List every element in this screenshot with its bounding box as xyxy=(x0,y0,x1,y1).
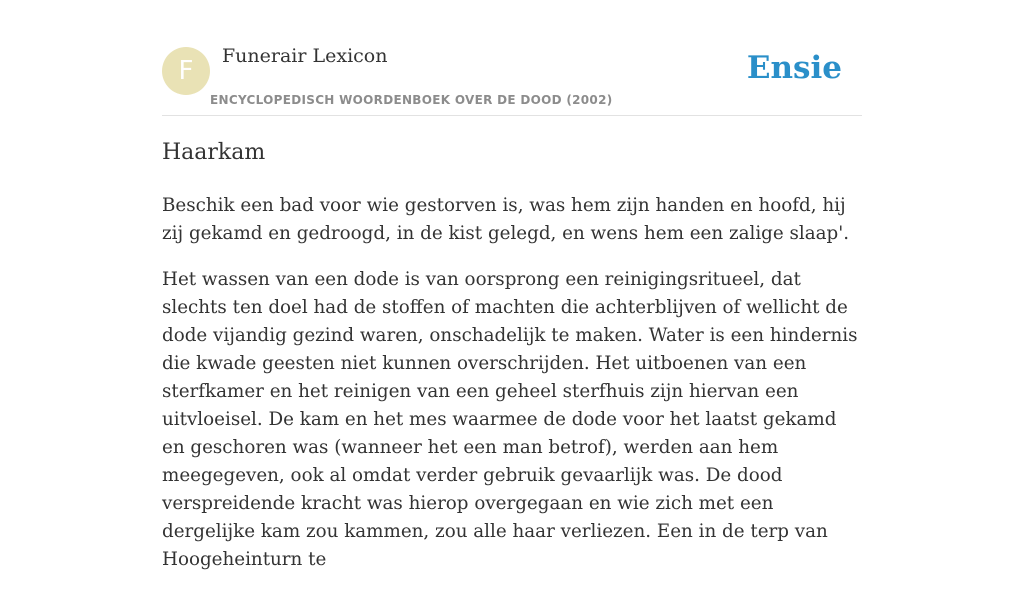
avatar-letter: F xyxy=(178,56,194,86)
ensie-logo[interactable]: Ensie xyxy=(746,50,842,86)
entry-title: Haarkam xyxy=(162,140,266,165)
entry-paragraph-1: Beschik een bad voor wie gestorven is, was hem zijn handen en hoofd, hij zij gekamd en gedroogd, in de kist gelegd, en wens hem een zalige slaap'. xyxy=(162,195,850,244)
source-avatar[interactable] xyxy=(162,47,210,95)
source-subtitle: ENCYCLOPEDISCH WOORDENBOEK OVER DE DOOD (2002) xyxy=(210,93,613,107)
source-header xyxy=(162,0,862,116)
entry-body xyxy=(162,192,862,592)
content-container xyxy=(162,0,862,570)
entry-paragraph-2: Het wassen van een dode is van oorsprong een reinigingsritueel, dat slechts ten doel had de stoffen of machten die achterblijven of wellicht de dode vijandig gezind waren, onschadelijk te maken. Water is een hindernis die kwade geesten niet kunnen overschrijden. Het uitboenen van een sterfkamer en het reinigen van een geheel sterfhuis zijn hiervan een uitvloeisel. De kam en het mes waarmee de dode voor het laatst gekamd en geschoren was (wanneer het een man betrof), werden aan hem meegegeven, ook al omdat verder gebruik gevaarlijk was. De dood verspreidende kracht was hierop overgegaan en wie zich met een dergelijke kam zou kammen, zou alle haar verliezen. Een in de terp van Hoogeheinturn te xyxy=(162,269,858,570)
source-title-link[interactable]: Funerair Lexicon xyxy=(222,45,388,67)
